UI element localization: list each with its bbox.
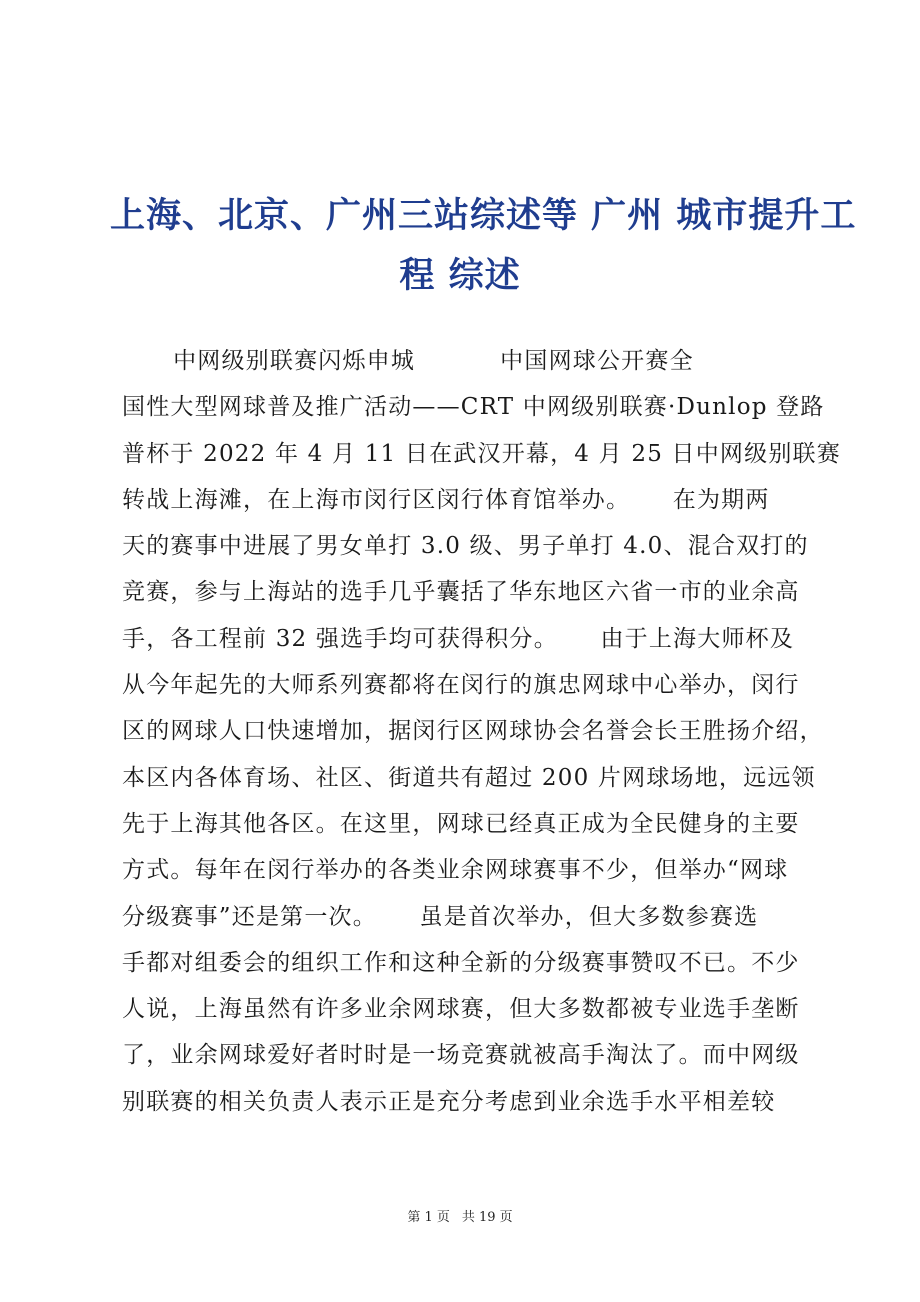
body-line: 本区内各体育场、社区、街道共有超过 200 片网球场地，远远领 [122, 764, 816, 791]
body-line: 了，业余网球爱好者时时是一场竞赛就被高手淘汰了。而中网级 [122, 1042, 800, 1069]
body-line: 天的赛事中进展了男女单打 3.0 级、男子单打 4.0、混合双打的 [122, 533, 809, 560]
document-body [122, 338, 841, 1125]
body-line: 国性大型网球普及推广活动——CRT 中网级别联赛·Dunlop 登路 [122, 394, 825, 421]
page-footer [0, 1206, 920, 1225]
document-title-line-2: 程 综述 [399, 255, 521, 296]
document-title-line-1: 上海、北京、广州三站综述等 广州 城市提升工 [110, 195, 857, 236]
body-line: 竞赛，参与上海站的选手几乎囊括了华东地区六省一市的业余高 [122, 579, 800, 606]
page-total-label: 共 19 页 [461, 1210, 513, 1225]
body-line: 人说，上海虽然有许多业余网球赛，但大多数都被专业选手垄断 [122, 996, 800, 1023]
body-line: 中网级别联赛闪烁申城 中国网球公开赛全 [122, 348, 694, 374]
body-line: 区的网球人口快速增加，据闵行区网球协会名誉会长王胜扬介绍， [122, 718, 824, 745]
body-line: 别联赛的相关负责人表示正是充分考虑到业余选手水平相差较 [122, 1088, 776, 1115]
body-line: 转战上海滩，在上海市闵行区闵行体育馆举办。 在为期两 [122, 486, 770, 513]
body-line: 从今年起先的大师系列赛都将在闵行的旗忠网球中心举办，闵行 [122, 672, 800, 699]
body-line: 手，各工程前 32 强选手均可获得积分。 由于上海大师杯及 [122, 625, 795, 652]
body-line: 分级赛事”还是第一次。 虽是首次举办，但大多数参赛选 [122, 903, 759, 930]
body-line: 手都对组委会的组织工作和这种全新的分级赛事赞叹不已。不少 [122, 949, 800, 976]
body-line: 先于上海其他各区。在这里，网球已经真正成为全民健身的主要 [122, 810, 800, 837]
body-line: 普杯于 2022 年 4 月 11 日在武汉开幕，4 月 25 日中网级别联赛 [122, 440, 841, 467]
body-line: 方式。每年在闵行举办的各类业余网球赛事不少，但举办“网球 [122, 857, 789, 884]
page-number-label: 第 1 页 [407, 1210, 450, 1225]
